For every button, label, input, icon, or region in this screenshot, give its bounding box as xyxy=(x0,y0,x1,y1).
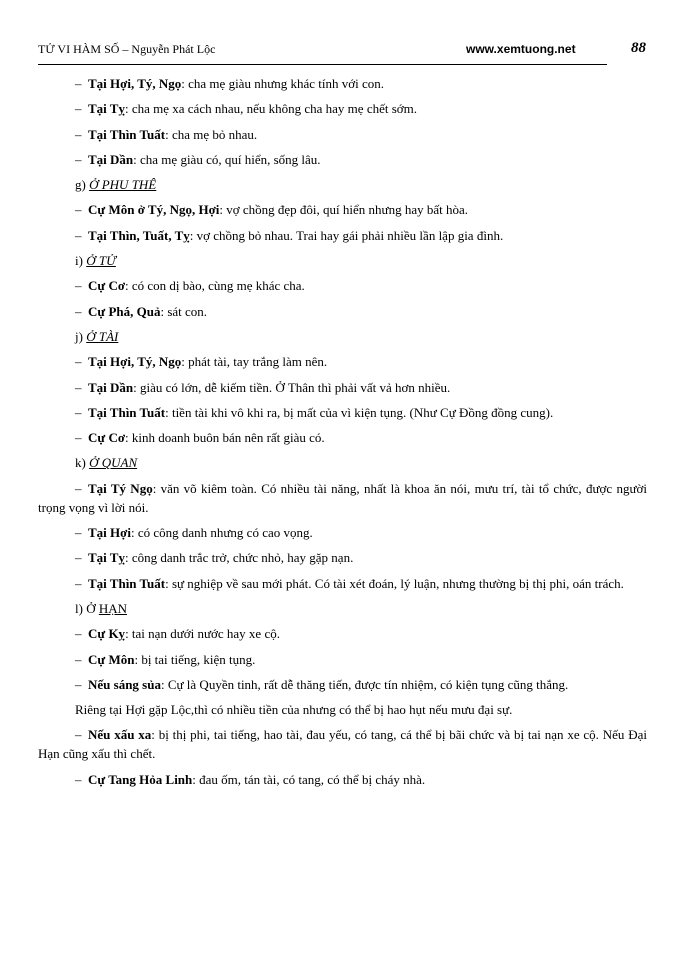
list-dash: – xyxy=(75,651,82,667)
section-title: HẠN xyxy=(98,600,128,616)
list-item-term: Cự Môn ở Tý, Ngọ, Hợi xyxy=(88,202,220,218)
section-heading xyxy=(38,453,647,472)
list-item xyxy=(38,574,647,593)
list-dash: – xyxy=(75,626,82,642)
list-item-term: Tại Hợi, Tý, Ngọ xyxy=(88,354,182,370)
list-item-term: Tại Thìn Tuất xyxy=(88,404,166,420)
list-item-term: Nếu xấu xa xyxy=(88,727,152,743)
list-item xyxy=(38,675,647,694)
list-item-text: : tai nạn dưới nước hay xe cộ. xyxy=(125,626,280,642)
list-item xyxy=(38,650,647,669)
list-item-text: : có công danh nhưng có cao vọng. xyxy=(130,525,313,541)
list-item-term: Cự Kỵ xyxy=(88,626,126,642)
list-item-text: : sát con. xyxy=(160,303,208,319)
list-item-text: : giàu có lớn, dễ kiếm tiền. Ở Thân thì phải vất vả hơn nhiều. xyxy=(133,379,451,395)
list-item xyxy=(38,125,647,144)
paragraph-text: Riêng tại Hợi gặp Lộc,thì có nhiều tiền của nhưng có thể bị hao hụt nếu mưu đại sự. xyxy=(75,702,513,718)
list-item-term: Tại Thìn Tuất xyxy=(88,575,166,591)
list-item-text: : kinh doanh buôn bán nên rất giàu có. xyxy=(125,430,325,446)
section-title: Ở TÀI xyxy=(86,328,119,344)
page-number: 88 xyxy=(631,40,646,56)
header-divider xyxy=(38,64,607,65)
list-item-text: : cha mẹ xa cách nhau, nếu không cha hay mẹ chết sớm. xyxy=(124,101,418,117)
list-item-text: : văn võ kiêm toàn. Có nhiều tài năng, nhất là khoa ăn nói, mưu trí, tài tổ chức, được người trọng vọng vì lời nói. xyxy=(38,480,647,515)
list-dash: – xyxy=(75,771,82,787)
list-dash: – xyxy=(75,525,82,541)
list-item-text: : bị tai tiếng, kiện tụng. xyxy=(134,651,256,667)
list-dash: – xyxy=(75,480,82,496)
list-item-term: Tại Thìn Tuất xyxy=(88,126,166,142)
list-item xyxy=(38,276,647,295)
list-dash: – xyxy=(75,430,82,446)
list-item-term: Tại Dần xyxy=(88,151,134,167)
list-item xyxy=(38,624,647,643)
list-item xyxy=(38,428,647,447)
section-prefix: l) Ở xyxy=(75,600,99,616)
list-item-term: Tại Dần xyxy=(88,379,134,395)
list-item xyxy=(38,150,647,169)
list-item-text: : cha mẹ giàu có, quí hiển, sống lâu. xyxy=(133,151,321,167)
page-header xyxy=(38,40,646,64)
list-item-term: Cự Môn xyxy=(88,651,135,667)
page-body xyxy=(38,74,647,795)
list-item-term: Cự Tang Hỏa Linh xyxy=(88,771,193,787)
list-dash: – xyxy=(75,126,82,142)
list-item xyxy=(38,352,647,371)
list-dash: – xyxy=(75,202,82,218)
list-dash: – xyxy=(75,575,82,591)
list-item-text: : đau ốm, tán tài, có tang, có thể bị cháy nhà. xyxy=(192,771,426,787)
list-item-term: Cự Cơ xyxy=(88,278,126,294)
header-title: TỬ VI HÀM SỐ – Nguyễn Phát Lộc xyxy=(38,42,216,56)
list-item-term: Tại Hợi, Tý, Ngọ xyxy=(88,76,182,91)
list-item xyxy=(38,548,647,567)
list-item-text: : tiền tài khi vô khi ra, bị mất của vì kiện tụng. (Như Cự Đồng đồng cung). xyxy=(165,404,554,420)
section-title: Ở QUAN xyxy=(89,455,138,471)
list-item-term: Tại Hợi xyxy=(88,525,131,541)
list-item xyxy=(38,770,647,789)
list-item xyxy=(38,378,647,397)
section-prefix: i) xyxy=(75,253,87,269)
section-heading xyxy=(38,599,647,618)
list-dash: – xyxy=(75,676,82,692)
section-prefix: g) xyxy=(75,177,90,193)
list-dash: – xyxy=(75,227,82,243)
list-dash: – xyxy=(75,303,82,319)
list-dash: – xyxy=(75,278,82,294)
list-item-text: : vợ chồng bỏ nhau. Trai hay gái phải nhiều lần lập gia đình. xyxy=(189,227,504,243)
section-heading xyxy=(38,175,647,194)
list-dash: – xyxy=(75,76,82,91)
list-dash: – xyxy=(75,101,82,117)
section-prefix: j) xyxy=(75,328,87,344)
list-item xyxy=(38,99,647,118)
list-dash: – xyxy=(75,550,82,566)
list-dash: – xyxy=(75,727,82,743)
list-item-term: Tại Thìn, Tuất, Tỵ xyxy=(88,227,190,243)
section-prefix: k) xyxy=(75,455,90,471)
list-item-text: : Cự là Quyền tinh, rất dễ thăng tiến, được tín nhiệm, có kiện tụng cũng thắng. xyxy=(160,676,569,692)
list-item-text: : phát tài, tay trắng làm nên. xyxy=(181,354,328,370)
list-item xyxy=(38,479,647,517)
list-item xyxy=(38,302,647,321)
list-dash: – xyxy=(75,379,82,395)
list-item-text: : sự nghiệp về sau mới phát. Có tài xét đoán, lý luận, nhưng thường bị thị phi, oán trách. xyxy=(165,575,624,591)
section-title: Ở TỬ xyxy=(86,253,116,269)
list-item-text: : cha mẹ bỏ nhau. xyxy=(165,126,258,142)
list-item xyxy=(38,725,647,763)
list-item xyxy=(38,523,647,542)
list-dash: – xyxy=(75,354,82,370)
list-item-text: : có con dị bào, cùng mẹ khác cha. xyxy=(125,278,305,294)
list-item xyxy=(38,200,647,219)
section-title: Ở PHU THÊ xyxy=(89,177,157,193)
header-website[interactable]: www.xemtuong.net xyxy=(466,42,576,56)
list-item-text: : vợ chồng đẹp đôi, quí hiển nhưng hay bất hòa. xyxy=(219,202,468,218)
list-item-term: Nếu sáng sủa xyxy=(88,676,161,692)
list-item xyxy=(38,74,647,93)
list-dash: – xyxy=(75,151,82,167)
paragraph xyxy=(38,700,647,719)
list-item-term: Tại Tý Ngọ xyxy=(88,480,153,496)
list-item-term: Cự Phá, Quả xyxy=(88,303,161,319)
list-item-text: : bị thị phi, tai tiếng, hao tài, đau yếu, có tang, cá thể bị bãi chức và bị tai nạn xe cộ. Nếu Đại Hạn cũng xấu thì chết. xyxy=(38,727,647,762)
list-item xyxy=(38,403,647,422)
list-item-term: Tại Tỵ xyxy=(88,101,125,117)
list-item-text: : cha mẹ giàu nhưng khác tính với con. xyxy=(181,76,385,91)
section-heading xyxy=(38,327,647,346)
list-dash: – xyxy=(75,404,82,420)
section-heading xyxy=(38,251,647,270)
list-item xyxy=(38,226,647,245)
list-item-text: : công danh trắc trở, chức nhỏ, hay gặp nạn. xyxy=(124,550,354,566)
list-item-term: Tại Tỵ xyxy=(88,550,125,566)
list-item-term: Cự Cơ xyxy=(88,430,126,446)
